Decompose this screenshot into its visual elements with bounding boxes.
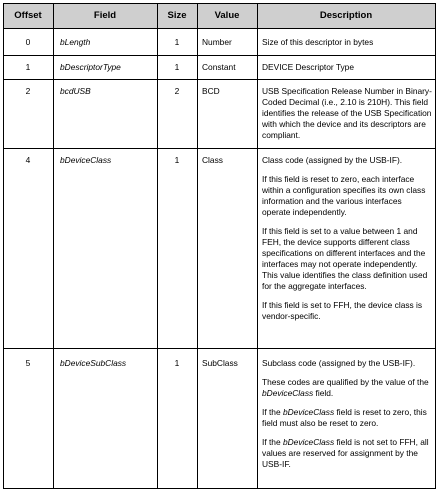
cell-field: bDeviceSubClass (60, 358, 127, 368)
column-divider (435, 3, 436, 489)
row-divider (3, 79, 436, 80)
cell-size: 1 (174, 62, 180, 72)
column-divider (3, 3, 4, 489)
column-divider (157, 3, 158, 489)
description-paragraph: USB Specification Release Number in Binary-Coded Decimal (i.e., 2.10 is 210H). This field identifies the release of the USB Specification with which the device and its descriptors are compliant. (262, 86, 432, 140)
cell-size: 1 (174, 37, 180, 47)
descriptor-table (3, 3, 436, 489)
cell-description (262, 358, 432, 470)
description-paragraph: If the bDeviceClass field is not set to FFH, all values are reserved for assignment by the USB-IF. (262, 437, 429, 469)
row-divider (3, 148, 436, 149)
description-paragraph: DEVICE Descriptor Type (262, 62, 355, 72)
cell-offset: 5 (25, 358, 31, 368)
cell-value: BCD (202, 86, 220, 96)
header-field: Field (93, 10, 117, 21)
description-paragraph: If the bDeviceClass field is reset to zero, this field must also be reset to zero. (262, 407, 427, 428)
row-divider (3, 488, 436, 489)
cell-offset: 4 (25, 155, 31, 165)
description-paragraph: Size of this descriptor in bytes (262, 37, 374, 47)
cell-field: bDescriptorType (60, 62, 121, 72)
cell-value: Number (202, 37, 232, 47)
row-divider (3, 28, 436, 29)
header-offset: Offset (14, 10, 42, 21)
header-value: Value (214, 10, 240, 21)
row-divider (3, 348, 436, 349)
description-paragraph: Subclass code (assigned by the USB-IF). (262, 358, 416, 368)
cell-field: bLength (60, 37, 91, 47)
cell-offset: 2 (25, 86, 31, 96)
column-divider (257, 3, 258, 489)
cell-size: 1 (174, 358, 180, 368)
cell-offset: 1 (25, 62, 31, 72)
cell-description (262, 155, 432, 322)
cell-description (262, 37, 432, 48)
description-paragraph: If this field is set to a value between 1 and FEH, the device supports different class specifications on different interfaces and the interfaces may not operate independently. This value identifies the class definition used for the aggregate interfaces. (262, 226, 428, 291)
cell-value: SubClass (202, 358, 238, 368)
column-divider (53, 3, 54, 489)
column-divider (197, 3, 198, 489)
row-divider (3, 55, 436, 56)
cell-offset: 0 (25, 37, 31, 47)
cell-description (262, 86, 432, 141)
description-paragraph: These codes are qualified by the value of the bDeviceClass field. (262, 377, 429, 398)
description-paragraph: Class code (assigned by the USB-IF). (262, 155, 403, 165)
cell-description (262, 62, 432, 73)
description-paragraph: If this field is reset to zero, each interface within a configuration specifies its own class information and the various interfaces operate independently. (262, 174, 426, 217)
cell-field: bcdUSB (60, 86, 91, 96)
cell-value: Class (202, 155, 223, 165)
cell-field: bDeviceClass (60, 155, 112, 165)
cell-size: 1 (174, 155, 180, 165)
cell-size: 2 (174, 86, 180, 96)
header-description: Description (319, 10, 373, 21)
header-size: Size (167, 10, 187, 21)
cell-value: Constant (202, 62, 236, 72)
description-paragraph: If this field is set to FFH, the device class is vendor-specific. (262, 300, 423, 321)
